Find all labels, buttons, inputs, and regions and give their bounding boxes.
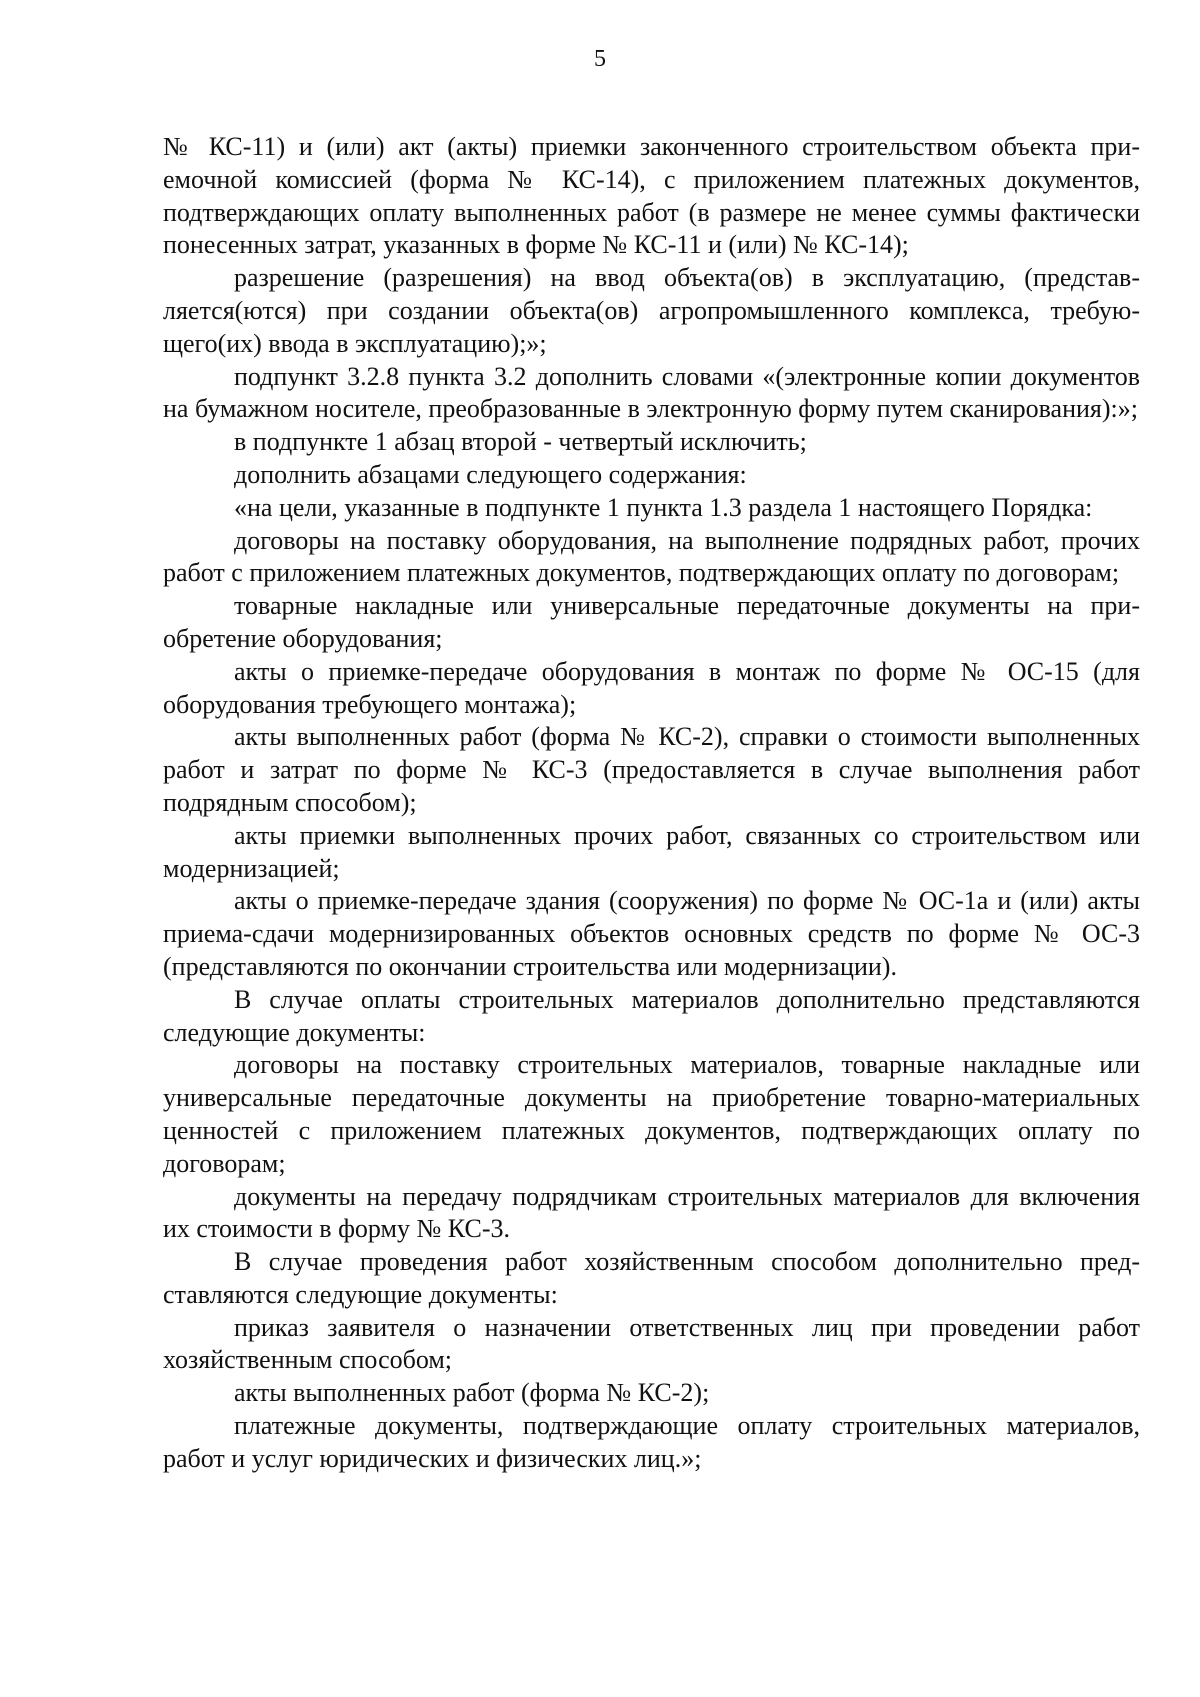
paragraph-ks11-continuation: № КС-11) и (или) акт (акты) приемки законченного строительством объекта приемочной комиссией (форма № КС-14), с приложением платежных документов, подтверждающих оплату выполненных работ (в размере не менее суммы фактически понесенных затрат, указанных в форме № КС-11 и (или) № КС-14); [163,132,1140,260]
paragraph-invoices: товарные накладные или универсальные передаточные документы на приобретение оборудования; [163,591,1140,653]
paragraph-materials-transfer: документы на передачу подрядчикам строительных материалов для включения их стоимости в форму № КС-3. [163,1181,1140,1244]
paragraph-subpoint-3-2-8: подпункт 3.2.8 пункта 3.2 дополнить словами «(электронные копии документов на бумажном носителе, преобразованные в электронную форму путем сканирования):»; [163,361,1140,424]
paragraph-equipment-contracts: договоры на поставку оборудования, на выполнение подрядных работ, прочих работ с приложением платежных документов, подтверждающих оплату по договорам; [163,525,1140,588]
paragraph-os15: акты о приемке-передаче оборудования в монтаж по форме № ОС-15 (для оборудования требующего монтажа); [163,656,1140,719]
page-number: 5 [594,46,606,72]
paragraph-materials-contracts: договоры на поставку строительных материалов, товарные накладные или универсальные передаточные документы на приобретение товарно-материальных ценностей с приложением платежных документов, подтверждающих оплату по договорам; [163,1050,1140,1178]
paragraph-materials-intro: В случае оплаты строительных материалов дополнительно представляются следующие документы: [163,984,1140,1047]
document-body [163,131,1140,1476]
paragraph-goals: «на цели, указанные в подпункте 1 пункта 1.3 раздела 1 настоящего Порядка: [234,492,1093,522]
paragraph-ks2-acts: акты выполненных работ (форма № КС-2); [234,1378,710,1408]
paragraph-payment-documents: платежные документы, подтверждающие оплату строительных материалов, работ и услуг юридических и физических лиц.»; [163,1411,1140,1473]
paragraph-os1a-os3: акты о приемке-передаче здания (сооружения) по форме № ОС-1а и (или) акты приема-сдачи модернизированных объектов основных средств по форме № ОС-3 (представляются по окончании строительства или модернизации). [163,886,1140,981]
paragraph-economic-intro: В случае проведения работ хозяйственным способом дополнительно представляются следующие документы: [163,1247,1140,1309]
paragraph-exclude: в подпункте 1 абзац второй - четвертый исключить; [234,427,807,457]
paragraph-ks2-ks3: акты выполненных работ (форма № КС-2), справки о стоимости выполненных работ и затрат по форме № КС-3 (предоставляется в случае выполнения работ подрядным способом); [163,722,1140,817]
paragraph-order: приказ заявителя о назначении ответственных лиц при проведении работ хозяйственным способом; [163,1312,1140,1375]
paragraph-permission: разрешение (разрешения) на ввод объекта(ов) в эксплуатацию, (представляется(ются) при создании объекта(ов) агропромышленного комплекса, требующего(их) ввода в эксплуатацию);»; [163,263,1140,358]
paragraph-add-paragraphs: дополнить абзацами следующего содержания: [234,459,747,489]
paragraph-other-works: акты приемки выполненных прочих работ, связанных со строительством или модернизацией; [163,820,1140,883]
